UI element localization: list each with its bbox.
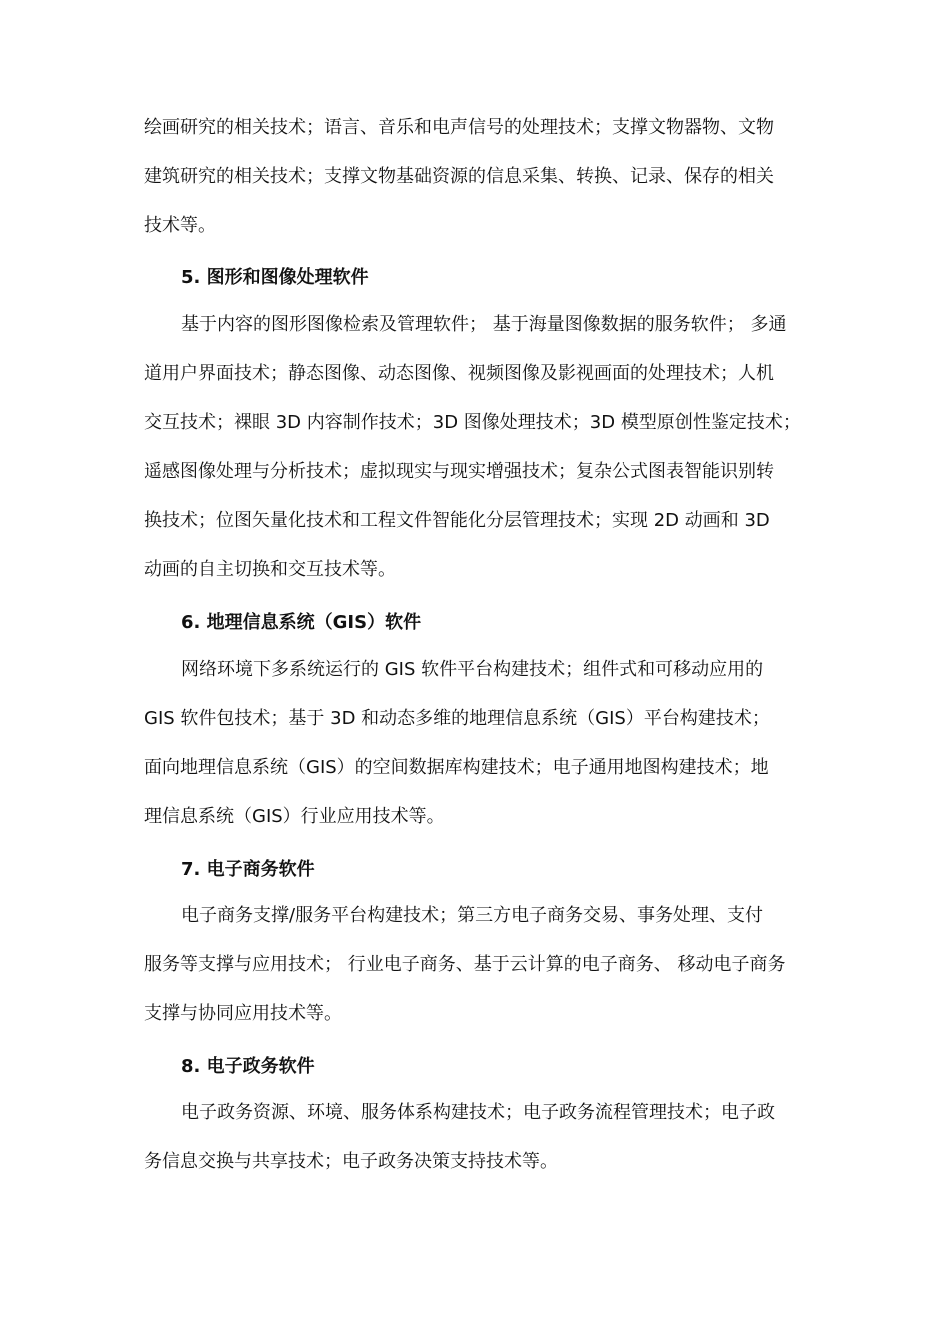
- paragraph-line: 网络环境下多系统运行的 GIS 软件平台构建技术；组件式和可移动应用的: [181, 659, 764, 680]
- paragraph-line: 道用户界面技术；静态图像、动态图像、视频图像及影视画面的处理技术；人机: [144, 363, 774, 384]
- paragraph-line: 绘画研究的相关技术；语言、音乐和电声信号的处理技术；支撑文物器物、文物: [144, 117, 774, 138]
- paragraph-line: 基于内容的图形图像检索及管理软件； 基于海量图像数据的服务软件； 多通: [181, 314, 787, 335]
- section-heading-6: 6. 地理信息系统（GIS）软件: [181, 612, 422, 633]
- section-heading-8: 8. 电子政务软件: [181, 1056, 315, 1077]
- paragraph-line: 换技术；位图矢量化技术和工程文件智能化分层管理技术；实现 2D 动画和 3D: [144, 510, 770, 531]
- paragraph-line: 务信息交换与共享技术；电子政务决策支持技术等。: [144, 1151, 558, 1172]
- paragraph-line: GIS 软件包技术；基于 3D 和动态多维的地理信息系统（GIS）平台构建技术；: [144, 708, 770, 729]
- section-heading-7: 7. 电子商务软件: [181, 859, 315, 880]
- paragraph-line: 建筑研究的相关技术；支撑文物基础资源的信息采集、转换、记录、保存的相关: [144, 166, 774, 187]
- section-heading-5: 5. 图形和图像处理软件: [181, 267, 369, 288]
- paragraph-line: 支撑与协同应用技术等。: [144, 1003, 342, 1024]
- paragraph-line: 面向地理信息系统（GIS）的空间数据库构建技术；电子通用地图构建技术；地: [144, 757, 769, 778]
- paragraph-line: 遥感图像处理与分析技术；虚拟现实与现实增强技术；复杂公式图表智能识别转: [144, 461, 774, 482]
- paragraph-line: 电子政务资源、环境、服务体系构建技术；电子政务流程管理技术；电子政: [181, 1102, 775, 1123]
- paragraph-line: 电子商务支撑/服务平台构建技术；第三方电子商务交易、事务处理、支付: [181, 905, 764, 926]
- paragraph-line: 交互技术；裸眼 3D 内容制作技术；3D 图像处理技术；3D 模型原创性鉴定技术；: [144, 412, 801, 433]
- paragraph-line: 服务等支撑与应用技术； 行业电子商务、基于云计算的电子商务、 移动电子商务: [144, 954, 786, 975]
- paragraph-line: 理信息系统（GIS）行业应用技术等。: [144, 806, 445, 827]
- paragraph-line: 动画的自主切换和交互技术等。: [144, 559, 396, 580]
- paragraph-line: 技术等。: [144, 215, 216, 236]
